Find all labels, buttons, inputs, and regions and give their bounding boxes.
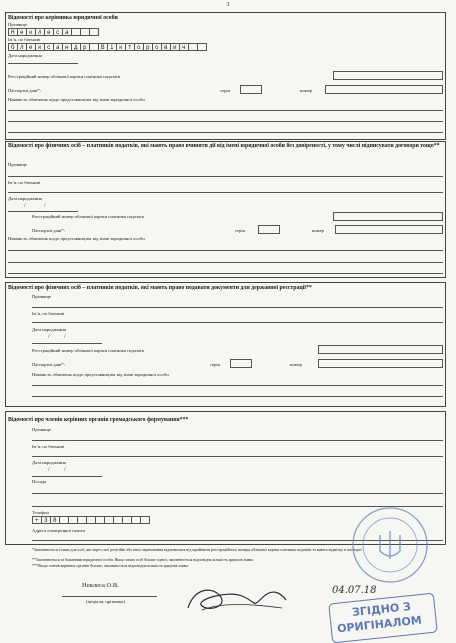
letter-cell: е [17,28,27,36]
copy-stamp-line-1: ЗГІДНО З [351,599,412,620]
signer-name: Неклеса О.В. [82,582,119,589]
manager-tax-box [333,71,443,80]
signers-series-box [258,225,280,234]
copy-stamp-line-2: ОРИГІНАЛОМ [336,613,423,636]
letter-cell: В [98,43,108,51]
signers-limits-line [8,250,443,251]
manager-limits-line [8,132,443,133]
letter-cell: к [26,28,36,36]
manager-limits-line [8,121,443,122]
reporters-surname-line [32,307,443,308]
signer-name-line [62,596,157,597]
letter-cell: о [134,43,144,51]
signers-birth-line [8,211,78,212]
signers-surname-line [8,176,443,177]
letter-cell: к [35,43,45,51]
manager-surname-label: Прізвище [8,22,27,27]
governing-surname-line [32,440,443,441]
letter-cell: д [71,43,81,51]
signers-surname-label: Прізвище [8,162,27,167]
signers-passport-label: Паспортні дані*: [32,228,65,233]
signers-limits-line [8,273,443,274]
manager-surname-cells [8,28,98,36]
governing-phone-cells [32,516,149,524]
signers-name-label: Ім’я, по батькові [8,180,41,185]
reporters-limits-label: Наявність обмежень щодо представництва від імені юридичної особи [32,372,169,377]
reporters-surname-label: Прізвище [32,294,51,299]
digit-cell [140,516,150,524]
reporters-birth-separator: / [48,334,50,340]
reporters-name-label: Ім’я, по батькові [32,311,65,316]
reporters-series-label: серія [210,362,220,367]
letter-cell: с [44,43,54,51]
letter-cell: О [8,43,18,51]
manager-number-box [325,85,443,94]
page-number: 3 [226,2,230,8]
reporters-tax-box [318,345,443,354]
reporters-series-box [230,359,252,368]
reporters-number-label: номер [290,362,302,367]
round-stamp [350,505,430,585]
manager-name-label: Ім’я, по батькові [8,37,41,42]
manager-number-label: номер [300,88,312,93]
footnote-3: ***Якщо членів керівних органів більше, заповнюється відповідна кількість аркушів заяви. [32,563,189,568]
letter-cell [197,43,207,51]
letter-cell [89,28,99,36]
manager-section-title: Відомості про керівника юридичної особи [8,15,118,21]
reporters-birth-label: Дата народження [32,327,66,332]
letter-cell: и [170,43,180,51]
reporters-section-title: Відомості про фізичних осіб – платників податків, які мають право подавати документи для державної реєстрації** [8,285,312,291]
governing-position-line [32,493,443,494]
letter-cell: а [53,43,63,51]
governing-birth-line [32,476,102,477]
signers-birth-separator: / [24,203,26,209]
signers-section-title: Відомості про фізичних осіб – платників податків, які мають право вчиняти дії від імені юридичної особи без довіреності, у тому числі підписувати договори тощо** [8,143,440,149]
signers-tax-label: Реєстраційний номер облікової картки платника податків [32,214,144,219]
letter-cell: о [152,43,162,51]
letter-cell: р [80,43,90,51]
letter-cell: т [125,43,135,51]
governing-name-label: Ім’я, по батькові [32,444,65,449]
digit-cell: 3 [41,516,51,524]
governing-email-label: Адреса електронної пошти [32,528,85,533]
letter-cell: в [161,43,171,51]
letter-cell: к [116,43,126,51]
handwritten-signature [182,578,292,618]
signers-tax-box [333,212,443,221]
governing-position-label: Посада [32,479,47,484]
governing-birth-label: Дата народження [32,460,66,465]
manager-name-cells [8,43,206,51]
digit-cell: 8 [50,516,60,524]
signers-section [5,141,446,278]
letter-cell: л [17,43,27,51]
manager-birth-line [8,63,78,64]
manager-passport-label: Паспортні дані*: [8,88,41,93]
footnote-1: *Заповнюється тільки для осіб, які через свої релігійні або інші переконання відмовилися від прийняття реєстраційного номера облікової картки платника податків та мають відмітку в паспорті. [32,547,363,552]
letter-cell: а [62,28,72,36]
letter-cell: с [53,28,63,36]
governing-phone-label: Телефон [32,510,49,515]
letter-cell: л [35,28,45,36]
manager-limits-line [8,110,443,111]
reporters-name-line [32,322,443,323]
reporters-tax-label: Реєстраційний номер облікової картки платника податків [32,348,144,353]
manager-series-label: серія [220,88,230,93]
governing-birth-separator: / [64,467,66,473]
reporters-birth-separator: / [64,334,66,340]
signers-series-label: серія [235,228,245,233]
signers-number-box [335,225,443,234]
letter-cell: е [26,43,36,51]
signers-limits-line [8,262,443,263]
reporters-passport-label: Паспортні дані*: [32,362,65,367]
manager-tax-label: Реєстраційний номер облікової картки платника податків [8,74,120,79]
letter-cell: н [62,43,72,51]
governing-surname-label: Прізвище [32,427,51,432]
signer-name-caption: (ініціали, прізвище) [86,599,125,604]
governing-name-line [32,456,443,457]
signers-name-line [8,192,443,193]
governing-birth-separator: / [48,467,50,473]
letter-cell: ч [179,43,189,51]
digit-cell: + [32,516,42,524]
footnote-2: **Заповнюється за бажанням юридичної особи. Якщо таких осіб більше однієї, заповнюється відповідна кількість аркушів заяви. [32,557,254,562]
handwritten-date: 04.07.18 [332,585,377,596]
signers-number-label: номер [312,228,324,233]
letter-cell: е [44,28,54,36]
signers-birth-separator: / [44,203,46,209]
letter-cell: і [107,43,117,51]
manager-birth-label: Дата народження [8,53,42,58]
governing-section-title: Відомості про членів керівних органів громадського формування*** [8,417,189,423]
manager-limits-label: Наявність обмежень щодо представництва від імені юридичної особи [8,97,145,102]
manager-series-box [240,85,262,94]
reporters-birth-line [32,343,102,344]
reporters-limits-line [32,396,443,397]
letter-cell: р [143,43,153,51]
signers-birth-label: Дата народження [8,196,42,201]
letter-cell: Н [8,28,18,36]
reporters-number-box [318,359,443,368]
reporters-limits-line [32,385,443,386]
signers-limits-label: Наявність обмежень щодо представництва від імені юридичної особи [8,236,145,241]
